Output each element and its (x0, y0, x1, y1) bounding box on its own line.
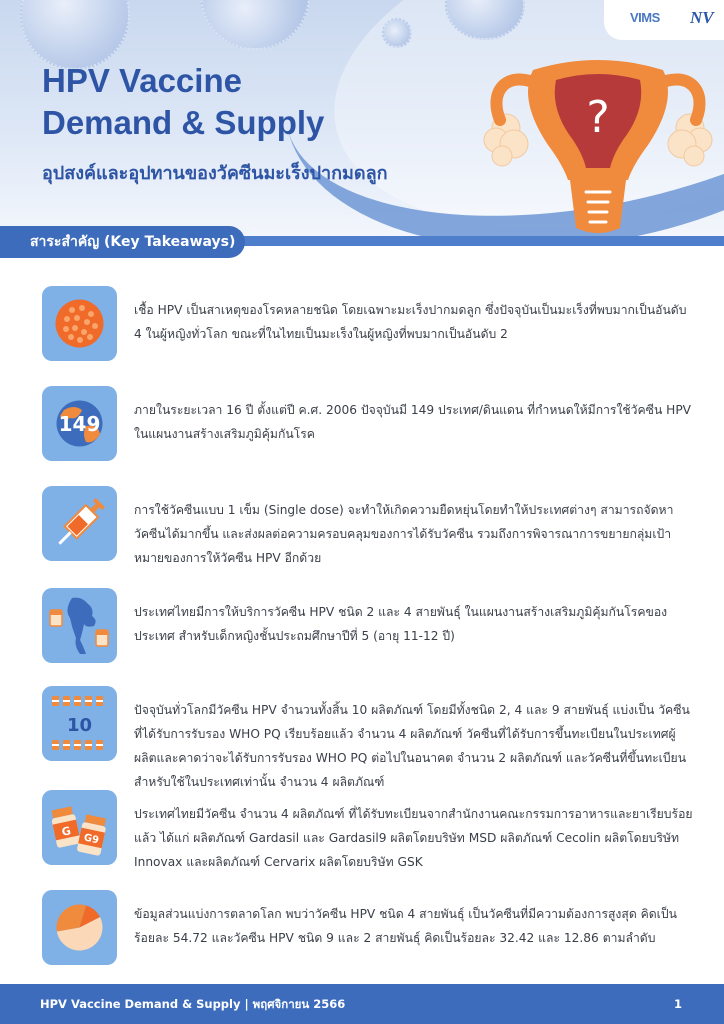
globe-icon (42, 386, 117, 461)
pie-slices (57, 905, 103, 951)
key-takeaways-heading: สาระสำคัญ (Key Takeaways) (0, 226, 245, 258)
svg-text:149: 149 (58, 412, 101, 436)
page-title (42, 60, 324, 144)
svg-text:10: 10 (66, 715, 93, 736)
takeaway-text: ภายในระยะเวลา 16 ปี ตั้งแต่ปี ค.ศ. 2006 ปัจจุบันมี 149 ประเทศ/ดินแดน ที่กำหนดให้มีการใช้วัคซีน HPV ในแผนงานสร้างเสริมภูมิคุ้มกันโรค (134, 403, 692, 441)
page-number: 1 (673, 997, 682, 1011)
svg-text:G9: G9 (82, 832, 100, 847)
thailand-map-icon (42, 588, 117, 663)
gardasil-vials-icon (42, 790, 117, 865)
takeaway-text: ประเทศไทยมีวัคซีน จำนวน 4 ผลิตภัณฑ์ ที่ได้รับทะเบียนจากสำนักงานคณะกรรมการอาหารและยาเรียบร้อยแล้ว ได้แก่ ผลิตภัณฑ์ Gardasil และ Gardasil9 ผลิตโดยบริษัท MSD ผลิตภัณฑ์ Cecolin ผลิตโดยบริษัท Innovax และผลิตภัณฑ์ Cervarix ผลิตโดยบริษัท GSK (134, 807, 693, 869)
takeaway-text: ประเทศไทยมีการให้บริการวัคซีน HPV ชนิด 2 และ 4 สายพันธุ์ ในแผนงานสร้างเสริมภูมิคุ้มกันโรคของประเทศ สำหรับเด็กหญิงชั้นประถมศึกษาปีที่ 5 (อายุ 11-12 ปี) (134, 605, 668, 643)
footer (0, 984, 724, 1024)
pie-chart-icon (42, 890, 117, 965)
nvi-logo: NV (690, 8, 714, 27)
svg-text:G: G (60, 824, 73, 839)
takeaway-text: การใช้วัคซีนแบบ 1 เข็ม (Single dose) จะทำให้เกิดความยืดหยุ่นโดยทำให้ประเทศต่างๆ สามารถจัดหาวัคซีนได้มากขึ้น และส่งผลต่อความครอบคลุมของการได้รับวัคซีน รวมถึงการพิจารณาการขยายกลุ่มเป้าหมายของการให้วัคซีน HPV อีกด้วย (134, 503, 674, 565)
uterus-illustration-icon (478, 40, 718, 240)
page-subtitle: อุปสงค์และอุปทานของวัคซีนมะเร็งปากมดลูก (42, 163, 388, 184)
takeaway-text: เชื้อ HPV เป็นสาเหตุของโรคหลายชนิด โดยเฉพาะมะเร็งปากมดลูก ซึ่งปัจจุบันเป็นมะเร็งที่พบมากเป็นอันดับ 4 ในผู้หญิงทั่วโลก ขณะที่ในไทยเป็นมะเร็งในผู้หญิงที่พบมากเป็นอันดับ 2 (134, 303, 687, 341)
virus-decoration-icon (200, 0, 310, 50)
footer-text: HPV Vaccine Demand & Supply | พฤศจิกายน 2566 (40, 997, 346, 1011)
vials-icon (42, 686, 117, 761)
virus-icon (42, 286, 117, 361)
vims-logo: VIMS (630, 10, 660, 25)
key-takeaways-rule (230, 236, 724, 246)
title-line-2: Demand & Supply (42, 104, 325, 141)
svg-text:?: ? (586, 92, 610, 143)
virus-decoration-icon (382, 18, 412, 48)
takeaway-text: ปัจจุบันทั่วโลกมีวัคซีน HPV จำนวนทั้งสิ้น 10 ผลิตภัณฑ์ โดยมีทั้งชนิด 2, 4 และ 9 สายพันธุ์ แบ่งเป็น วัคซีนที่ได้รับการรับรอง WHO PQ เรียบร้อยแล้ว จำนวน 4 ผลิตภัณฑ์ วัคซีนที่ได้รับการขึ้นทะเบียนในประเทศผู้ผลิตและคาดว่าจะได้รับการรับรอง WHO PQ ต่อไปในอนาคต จำนวน 2 ผลิตภัณฑ์ และวัคซีนที่ขึ้นทะเบียนสำหรับใช้ในประเทศเท่านั้น จำนวน 4 ผลิตภัณฑ์ (134, 703, 690, 789)
takeaway-text: ข้อมูลส่วนแบ่งการตลาดโลก พบว่าวัคซีน HPV ชนิด 4 สายพันธุ์ เป็นวัคซีนที่มีความต้องการสูงสุด คิดเป็นร้อยละ 54.72 และวัคซีน HPV ชนิด 9 และ 2 สายพันธุ์ คิดเป็นร้อยละ 32.42 และ 12.86 ตามลำดับ (134, 907, 677, 945)
title-line-1: HPV Vaccine (42, 62, 242, 99)
syringe-icon (42, 486, 117, 561)
